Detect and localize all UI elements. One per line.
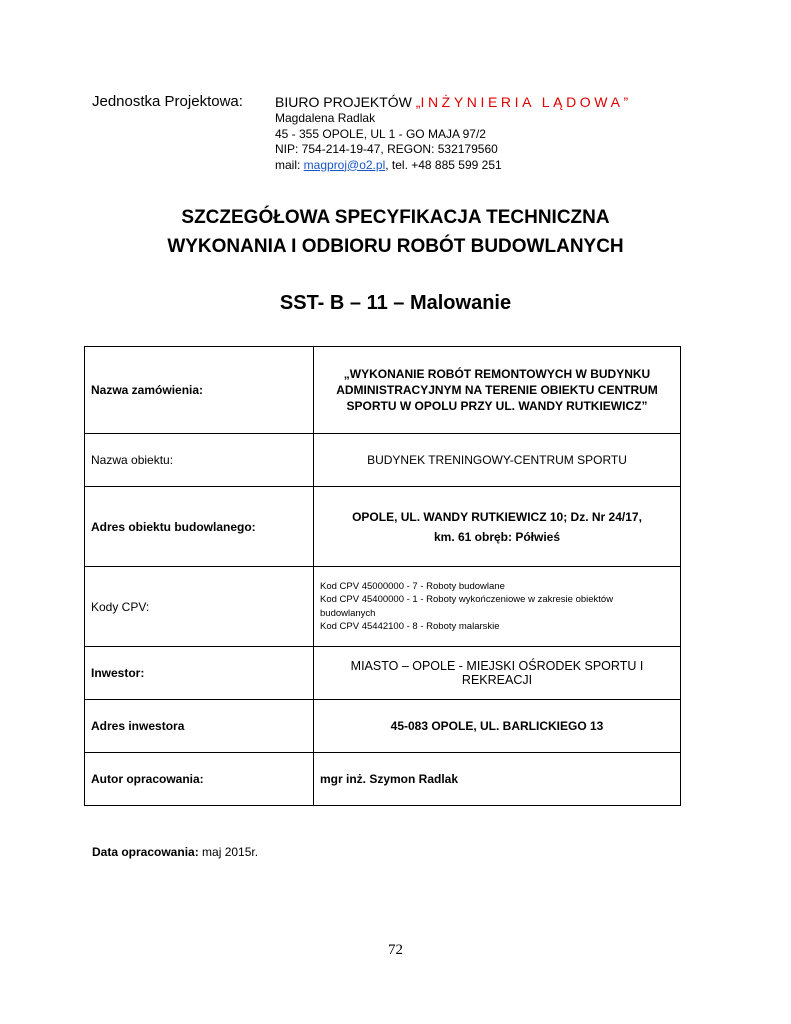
cpv-code-1: Kod CPV 45000000 - 7 - Roboty budowlane xyxy=(320,580,505,592)
table-row xyxy=(85,347,681,434)
office-address: 45 - 355 OPOLE, UL 1 - GO MAJA 97/2 xyxy=(275,126,486,141)
object-name-value: BUDYNEK TRENINGOWY-CENTRUM SPORTU xyxy=(314,434,681,487)
table-row xyxy=(85,567,681,647)
office-name: BIURO PROJEKTÓW xyxy=(275,94,416,110)
building-address-value xyxy=(314,487,681,567)
specification-code-title: SST- B – 11 – Malowanie xyxy=(279,292,512,314)
author-label: Autor opracowania: xyxy=(85,753,314,806)
building-address-line-1: OPOLE, UL. WANDY RUTKIEWICZ 10; Dz. Nr 24/17, xyxy=(352,509,642,524)
project-info-table xyxy=(84,346,681,806)
office-quote-close: ” xyxy=(623,94,629,110)
cpv-code-3: Kod CPV 45442100 - 8 - Roboty malarskie xyxy=(320,621,500,632)
building-address-line-2: km. 61 obręb: Półwieś xyxy=(433,529,561,544)
mail-prefix: mail: xyxy=(275,157,304,172)
table-row xyxy=(85,700,681,753)
phone-text: , tel. +48 885 599 251 xyxy=(385,157,502,172)
page-number: 72 xyxy=(388,942,403,958)
document-title-line-1: SZCZEGÓŁOWA SPECYFIKACJA TECHNICZNA xyxy=(181,207,610,228)
office-quote-open: „ xyxy=(415,94,421,110)
office-specialty: INŻYNIERIA LĄDOWA xyxy=(420,94,624,110)
table-row xyxy=(85,487,681,567)
investor-label: Inwestor: xyxy=(85,647,314,700)
email-link[interactable]: magproj@o2.pl xyxy=(303,157,386,172)
preparation-date xyxy=(92,845,258,859)
design-unit-label: Jednostka Projektowa: xyxy=(92,93,243,110)
table-row xyxy=(85,753,681,806)
preparation-date-label: Data opracowania: xyxy=(92,845,199,859)
design-office-details xyxy=(275,93,628,173)
table-row xyxy=(85,647,681,700)
table-row xyxy=(85,434,681,487)
order-name-line-2: ADMINISTRACYJNYM NA TERENIE OBIEKTU CENTRUM xyxy=(336,383,658,397)
cpv-code-2-cont: budowlanych xyxy=(320,607,376,619)
object-name-label: Nazwa obiektu: xyxy=(85,434,314,487)
preparation-date-value: maj 2015r. xyxy=(198,845,259,859)
office-person: Magdalena Radlak xyxy=(275,111,376,125)
office-name-line xyxy=(275,93,628,111)
document-title-line-2: WYKONANIA I ODBIORU ROBÓT BUDOWLANYCH xyxy=(167,236,624,257)
investor-address-value: 45-083 OPOLE, UL. BARLICKIEGO 13 xyxy=(314,700,681,753)
order-name-value xyxy=(314,347,681,434)
cpv-code-2: Kod CPV 45400000 - 1 - Roboty wykończeniowe w zakresie obiektów xyxy=(320,594,614,605)
investor-address-label: Adres inwestora xyxy=(85,700,314,753)
order-name-line-3: SPORTU W OPOLU PRZY UL. WANDY RUTKIEWICZ” xyxy=(346,399,648,413)
investor-value: MIASTO – OPOLE - MIEJSKI OŚRODEK SPORTU I REKREACJI xyxy=(314,647,681,700)
cpv-codes-label: Kody CPV: xyxy=(85,567,314,647)
building-address-label: Adres obiektu budowlanego: xyxy=(85,487,314,567)
office-tax-ids: NIP: 754-214-19-47, REGON: 532179560 xyxy=(275,142,498,156)
order-name-line-1: „WYKONANIE ROBÓT REMONTOWYCH W BUDYNKU xyxy=(343,367,651,381)
office-contact xyxy=(275,158,628,174)
order-name-label: Nazwa zamówienia: xyxy=(85,347,314,434)
author-value: mgr inż. Szymon Radlak xyxy=(314,753,681,806)
cpv-codes-value xyxy=(314,567,681,647)
